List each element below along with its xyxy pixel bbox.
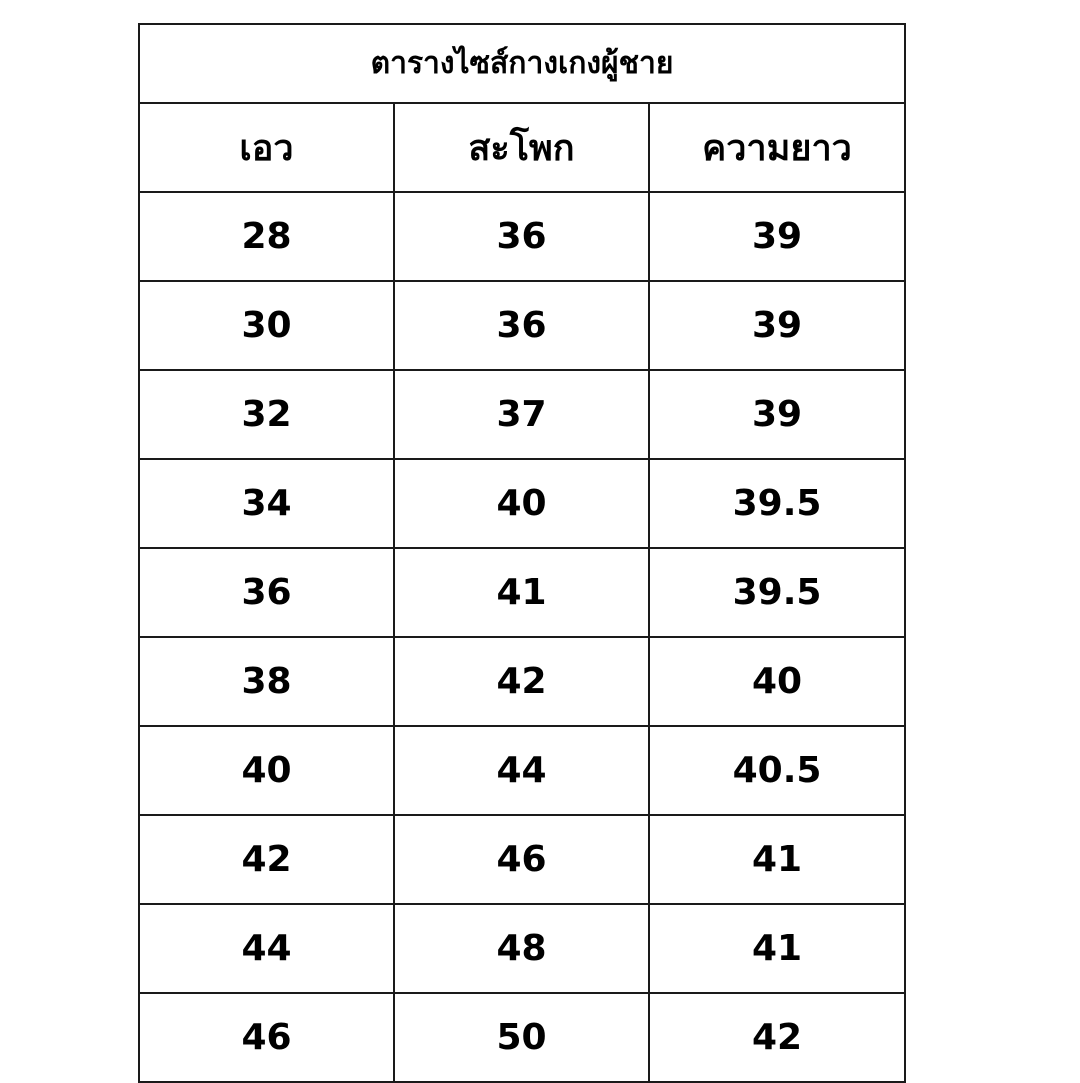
cell-waist: 46 [139, 993, 394, 1082]
cell-length: 42 [649, 993, 905, 1082]
cell-hip: 37 [394, 370, 649, 459]
title-row [139, 24, 905, 103]
table-row [139, 904, 905, 993]
cell-length: 39.5 [649, 459, 905, 548]
cell-hip: 42 [394, 637, 649, 726]
cell-waist: 32 [139, 370, 394, 459]
cell-length: 39 [649, 192, 905, 281]
cell-length: 40 [649, 637, 905, 726]
cell-hip: 48 [394, 904, 649, 993]
cell-waist: 28 [139, 192, 394, 281]
cell-waist: 44 [139, 904, 394, 993]
cell-hip: 36 [394, 281, 649, 370]
cell-hip: 40 [394, 459, 649, 548]
cell-waist: 34 [139, 459, 394, 548]
cell-hip: 41 [394, 548, 649, 637]
table-title: ตารางไซส์กางเกงผู้ชาย [139, 24, 905, 103]
cell-length: 41 [649, 904, 905, 993]
cell-length: 39 [649, 281, 905, 370]
cell-hip: 46 [394, 815, 649, 904]
cell-length: 41 [649, 815, 905, 904]
cell-waist: 40 [139, 726, 394, 815]
header-row [139, 103, 905, 192]
cell-hip: 36 [394, 192, 649, 281]
table-row [139, 548, 905, 637]
table-row [139, 815, 905, 904]
cell-waist: 42 [139, 815, 394, 904]
header-waist: เอว [139, 103, 394, 192]
cell-hip: 44 [394, 726, 649, 815]
cell-waist: 38 [139, 637, 394, 726]
table-row [139, 370, 905, 459]
cell-length: 39.5 [649, 548, 905, 637]
header-length: ความยาว [649, 103, 905, 192]
table-row [139, 993, 905, 1082]
table-row [139, 726, 905, 815]
size-chart-table [138, 23, 906, 1083]
cell-hip: 50 [394, 993, 649, 1082]
table-row [139, 192, 905, 281]
table-row [139, 281, 905, 370]
cell-waist: 36 [139, 548, 394, 637]
table-row [139, 459, 905, 548]
cell-length: 39 [649, 370, 905, 459]
header-hip: สะโพก [394, 103, 649, 192]
cell-length: 40.5 [649, 726, 905, 815]
table-row [139, 637, 905, 726]
cell-waist: 30 [139, 281, 394, 370]
